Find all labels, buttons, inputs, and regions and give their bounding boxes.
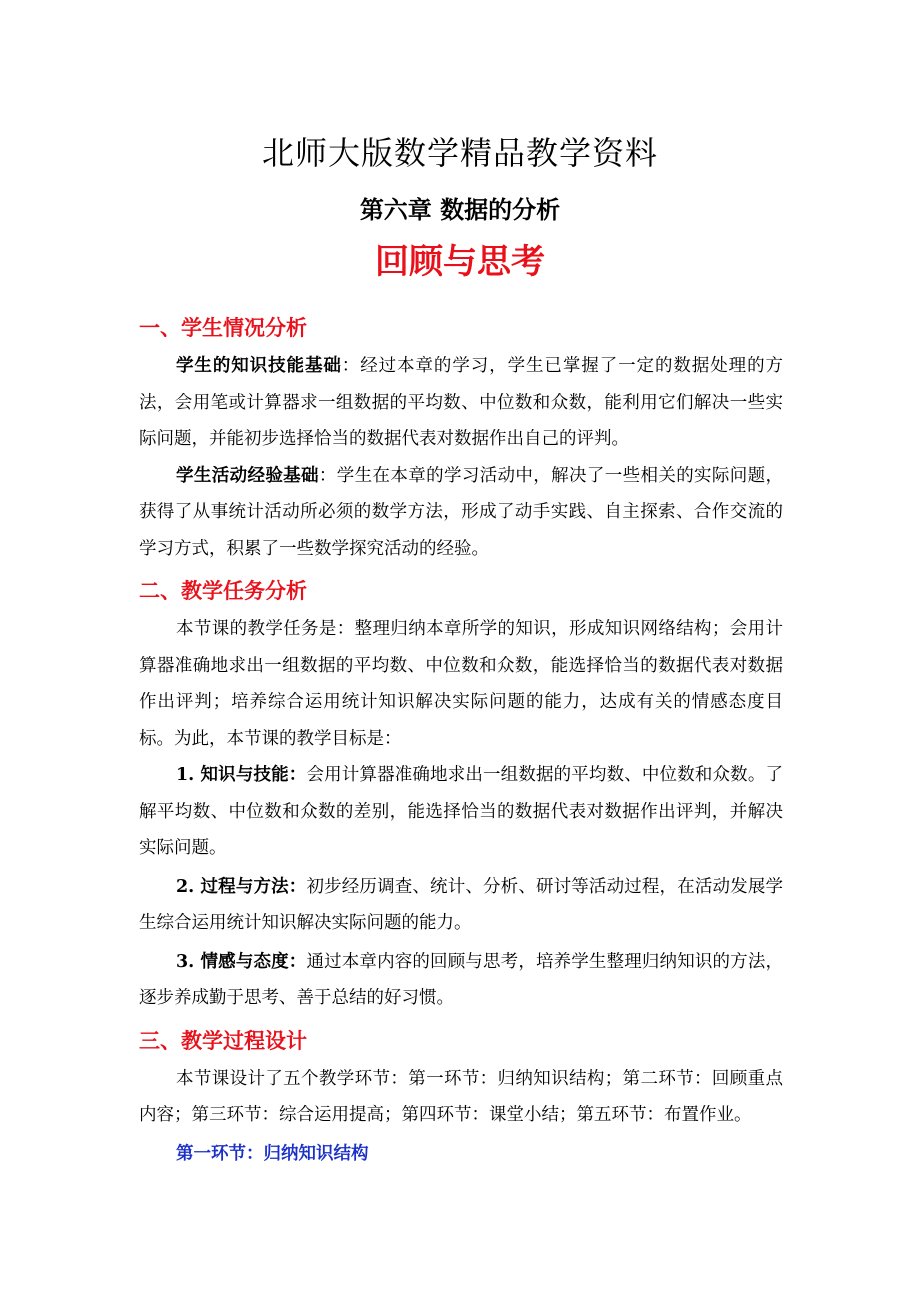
paragraph-task-intro: 本节课的教学任务是：整理归纳本章所学的知识，形成知识网络结构；会用计算器准确地求出一组数据的平均数、中位数和众数，能选择恰当的数据代表对数据作出评判；培养综合运用统计知识解决实际问题的能力，达成有关的情感态度目标。为此，本节课的教学目标是： [139, 619, 783, 749]
objective-item-knowledge [139, 757, 783, 867]
paragraph-process-intro: 本节课设计了五个教学环节：第一环节：归纳知识结构；第二环节：回顾重点内容；第三环节：综合运用提高；第四环节：课堂小结；第五环节：布置作业。 [139, 1068, 783, 1125]
paragraph-text: ：学生在本章的学习活动中，解决了一些相关的实际问题，获得了从事统计活动所必须的数学方法，形成了动手实践、自主探索、合作交流的学习方式，积累了一些数学探究活动的经验。 [139, 465, 784, 559]
objective-item-process [139, 869, 783, 942]
objective-item-attitude [139, 944, 783, 1017]
document-body [139, 312, 783, 1172]
section-heading-process-design: 三、教学过程设计 [139, 1027, 307, 1053]
paragraph-label: 学生活动经验基础 [176, 465, 319, 486]
sub-heading-step-one: 第一环节：归纳知识结构 [176, 1143, 369, 1164]
objective-label: 3. 情感与态度： [176, 951, 307, 972]
objective-text: 会用计算器准确地求出一组数据的平均数、中位数和众数。了解平均数、中位数和众数的差别，能选择恰当的数据代表对数据作出评判，并解决实际问题。 [139, 765, 783, 858]
objective-label: 2. 过程与方法： [176, 876, 307, 897]
paragraph-text: ：经过本章的学习，学生已掌握了一定的数据处理的方法，会用笔或计算器求一组数据的平均数、中位数和众数，能利用它们解决一些实际问题，并能初步选择恰当的数据代表对数据作出自己的评判。 [139, 356, 783, 449]
document-top-title: 北师大版数学精品教学资料 [261, 134, 658, 172]
section-heading-task-analysis: 二、教学任务分析 [139, 578, 307, 603]
section-heading-student-analysis: 一、学生情况分析 [139, 315, 307, 340]
paragraph-activity-experience [139, 458, 783, 568]
lesson-title: 回顾与思考 [375, 242, 545, 282]
objective-text: 通过本章内容的回顾与思考，培养学生整理归纳知识的方法，逐步养成勤于思考、善于总结的好习惯。 [139, 951, 783, 1008]
objective-label: 1. 知识与技能： [176, 765, 307, 785]
paragraph-knowledge-foundation [139, 348, 783, 458]
paragraph-label: 学生的知识技能基础 [176, 356, 342, 376]
chapter-title: 第六章 数据的分析 [359, 195, 561, 224]
objective-text: 初步经历调查、统计、分析、研讨等活动过程，在活动发展学生综合运用统计知识解决实际问题的能力。 [139, 876, 783, 933]
